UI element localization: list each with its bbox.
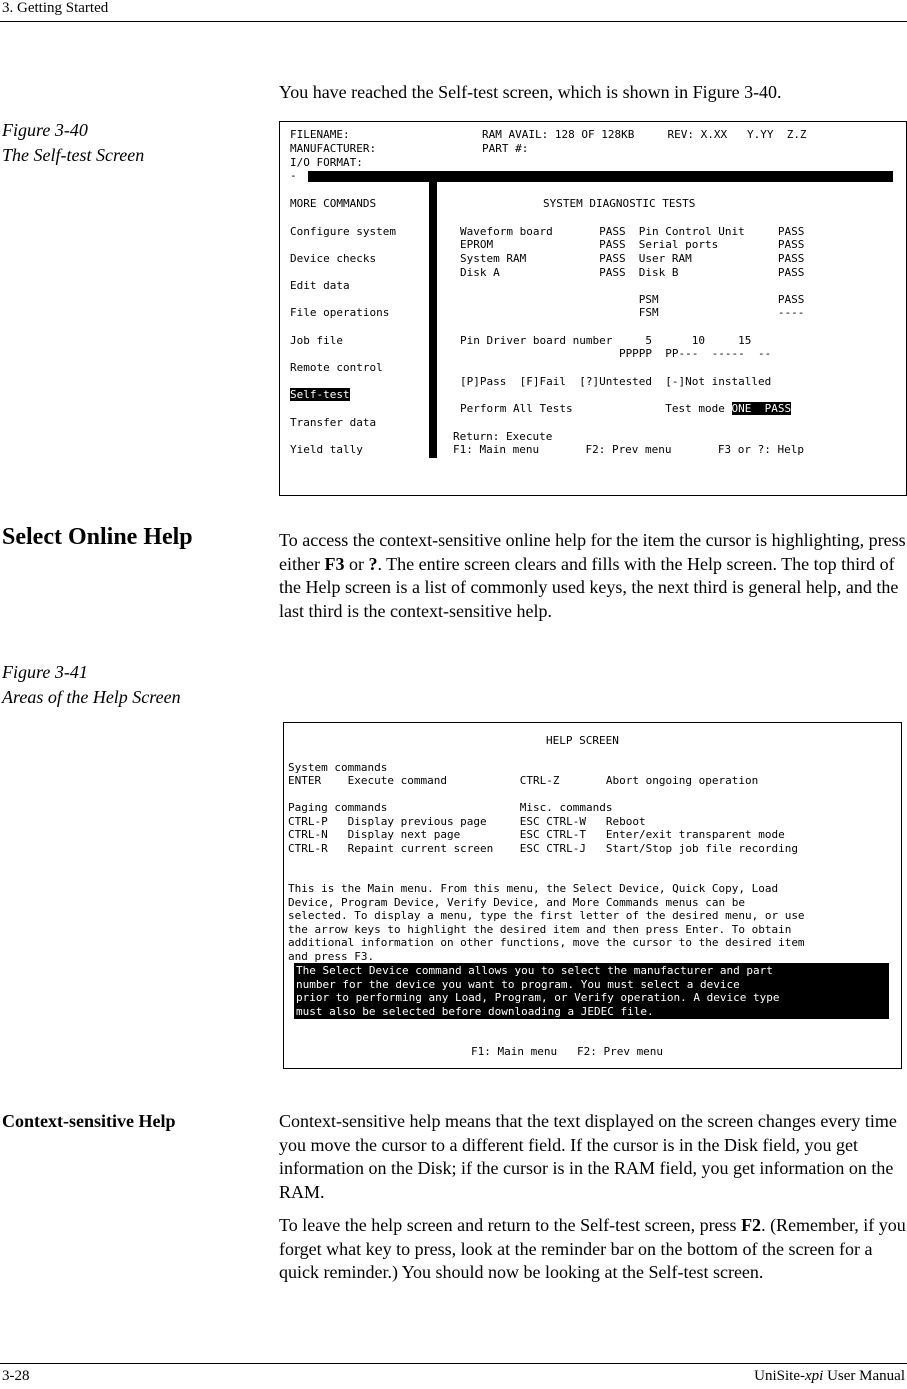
menu-item-file-operations[interactable]: File operations [290, 306, 390, 319]
help-screen-title: HELP SCREEN [546, 734, 619, 747]
pin-driver-status: PPPPP PP--- ----- -- [460, 347, 772, 360]
perform-label: Perform All Tests Test mode [460, 402, 725, 415]
header-rule [0, 21, 907, 22]
perform-all-tests[interactable] [460, 402, 791, 415]
menu-item-device-checks[interactable]: Device checks [290, 252, 377, 265]
menu-item-self-test[interactable]: Self-test [290, 388, 350, 401]
context-help-block [294, 963, 889, 1019]
menu-item-transfer-data[interactable]: Transfer data [290, 416, 377, 429]
help-command-line: Paging commands Misc. commands [288, 801, 613, 814]
general-help-line: selected. To display a menu, type the first letter of the desired menu, or use [288, 909, 805, 922]
menu-divider [429, 182, 437, 458]
menu-item-configure-system[interactable]: Configure system [290, 225, 396, 238]
key-f2: F2 [741, 1215, 762, 1235]
status-line-1: FILENAME: RAM AVAIL: 128 OF 128KB REV: X.XX Y.YY Z.Z [290, 128, 807, 141]
help-command-line: CTRL-N Display next page ESC CTRL-T Enter/exit transparent mode [288, 828, 785, 841]
diagnostic-row: Disk A PASS Disk B PASS [460, 266, 805, 279]
general-help-line: the arrow keys to highlight the desired item and then press Enter. To obtain [288, 923, 792, 936]
pin-driver-header: Pin Driver board number 5 10 15 [460, 334, 752, 347]
help-footer-keys: F1: Main menu F2: Prev menu [471, 1045, 664, 1058]
status-line-2: MANUFACTURER: PART #: [290, 142, 529, 155]
self-test-screen [279, 121, 907, 496]
intro-paragraph: You have reached the Self-test screen, which is shown in Figure 3-40. [279, 82, 782, 102]
diagnostic-title: SYSTEM DIAGNOSTIC TESTS [543, 197, 696, 210]
context-help-line: prior to performing any Load, Program, or Verify operation. A device type [296, 991, 780, 1004]
menu-item-job-file[interactable]: Job file [290, 334, 343, 347]
figure-40-caption [2, 118, 144, 168]
status-legend: [P]Pass [F]Fail [?]Untested [-]Not installed [460, 375, 772, 388]
figure-40-number: Figure 3-40 [2, 120, 88, 140]
general-help-line: Device, Program Device, Verify Device, and More Commands menus can be [288, 896, 745, 909]
help-command-line: System commands [288, 761, 388, 774]
key-f3: F3 [324, 553, 345, 574]
help-command-line: CTRL-R Repaint current screen ESC CTRL-J Start/Stop job file recording [288, 842, 798, 855]
context-help-heading: Context-sensitive Help [2, 1111, 176, 1131]
footer-rule [0, 1363, 907, 1364]
menu-item-edit-data[interactable]: Edit data [290, 279, 350, 292]
help-command-line: ENTER Execute command CTRL-Z Abort ongoing operation [288, 774, 759, 787]
context-help-paragraph-1: Context-sensitive help means that the text displayed on the screen changes every time you move the cursor to a different field. If the cursor is in the Disk field, you get information on the Disk; if the cursor is in the RAM field, you get information on the RAM. [279, 1111, 897, 1202]
page-number: 3-28 [2, 1368, 30, 1384]
select-online-help-paragraph: To access the context-sensitive online help for the item the cursor is highlighting, press either F3 or ?. The entire screen clears and fills with the Help screen. The top third of the Help screen is a list of commonly used keys, the next third is general help, and the last third is the context-sensitive help. [279, 530, 906, 621]
select-online-help-heading: Select Online Help [2, 524, 193, 550]
context-help-paragraph-2: To leave the help screen and return to the Self-test screen, press F2. (Remember, if you forget what key to press, look at the reminder bar on the bottom of the screen for a quick reminder.) You should now be looking at the Self-test screen. [279, 1215, 906, 1282]
help-command-line: CTRL-P Display previous page ESC CTRL-W Reboot [288, 815, 646, 828]
context-help-line: must also be selected before downloading a JEDEC file. [296, 1005, 654, 1018]
key-question: ? [368, 553, 378, 574]
diagnostic-row: PSM PASS [460, 293, 805, 306]
diagnostic-row: EPROM PASS Serial ports PASS [460, 238, 805, 251]
return-hint: Return: Execute [453, 430, 553, 443]
manual-title: UniSite-xpi User Manual [754, 1368, 905, 1384]
figure-41-title: Areas of the Help Screen [2, 687, 181, 707]
function-key-bar: F1: Main menu F2: Prev menu F3 or ?: Help [453, 443, 804, 456]
figure-41-number: Figure 3-41 [2, 662, 88, 682]
general-help-line: This is the Main menu. From this menu, the Select Device, Quick Copy, Load [288, 882, 779, 895]
test-mode-value[interactable]: ONE PASS [731, 402, 792, 415]
context-help-line: number for the device you want to program. You must select a device [296, 978, 740, 991]
diagnostic-row: FSM ---- [460, 306, 805, 319]
figure-40-title: The Self-test Screen [2, 145, 145, 165]
running-header: 3. Getting Started [2, 0, 109, 16]
command-prompt: - [290, 169, 297, 182]
menu-item-remote-control[interactable]: Remote control [290, 361, 383, 374]
context-help-line: The Select Device command allows you to select the manufacturer and part [296, 964, 773, 977]
help-screen [283, 722, 902, 1069]
diagnostic-row: Waveform board PASS Pin Control Unit PASS [460, 225, 805, 238]
menu-title: MORE COMMANDS [290, 197, 377, 210]
general-help-line: and press F3. [288, 950, 375, 963]
menu-item-yield-tally[interactable]: Yield tally [290, 443, 363, 456]
general-help-line: additional information on other functions, move the cursor to the desired item [288, 936, 805, 949]
status-line-3: I/O FORMAT: [290, 156, 363, 169]
figure-41-caption [2, 660, 181, 710]
command-input-bar [308, 171, 893, 182]
diagnostic-row: System RAM PASS User RAM PASS [460, 252, 805, 265]
